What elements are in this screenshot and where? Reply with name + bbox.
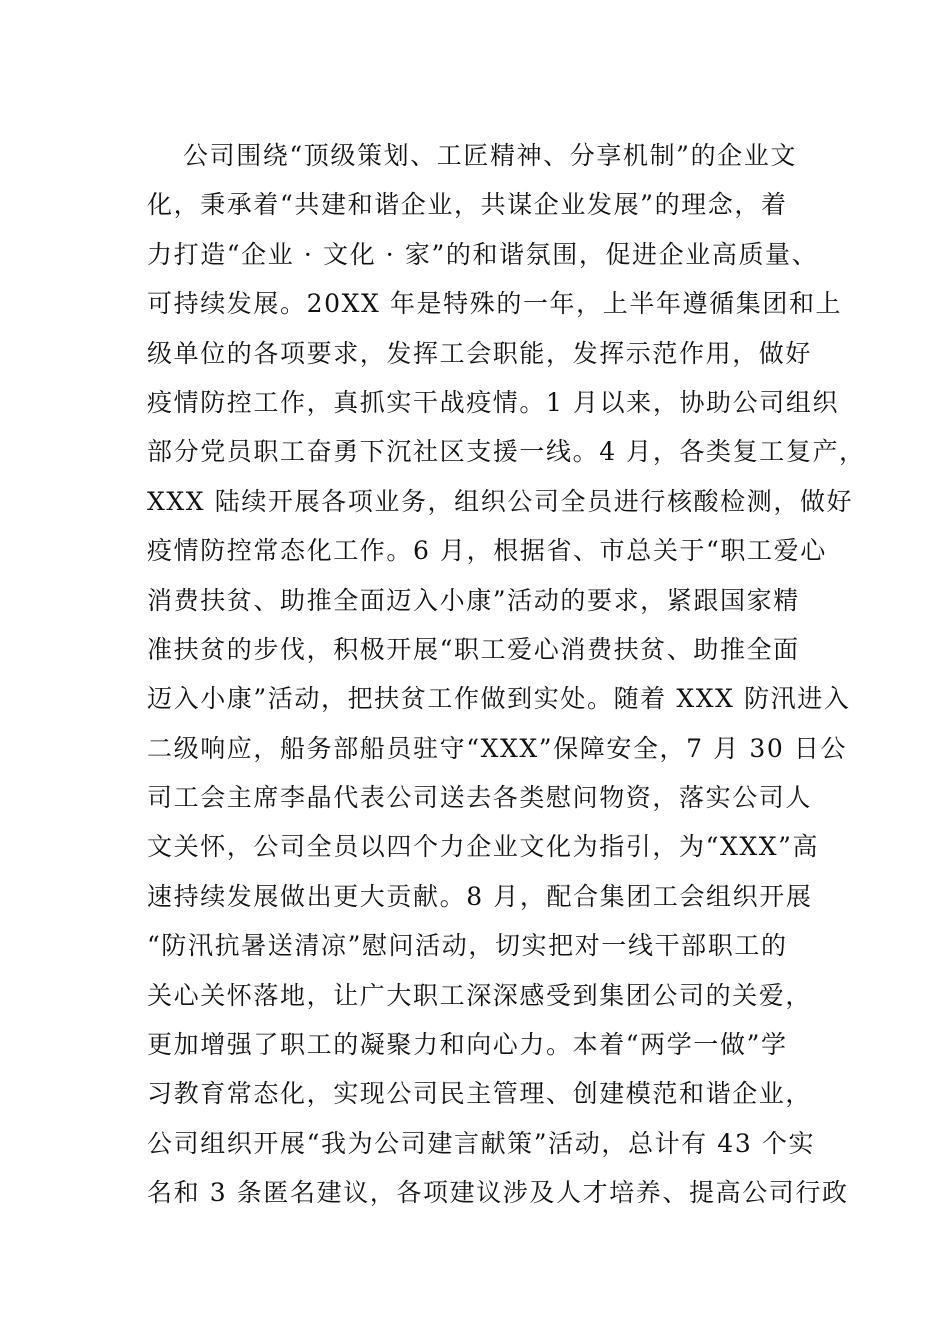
text-line: 更加增强了职工的凝聚力和向心力。本着“两学一做”学: [147, 1030, 788, 1060]
text-line: 二级响应，船务部船员驻守“XXX”保障安全，7 月 30 日公: [147, 733, 848, 763]
text-line: 力打造“企业 · 文化 · 家”的和谐氛围，促进企业高质量、: [147, 239, 819, 269]
text-line: 司工会主席李晶代表公司送去各类慰问物资，落实公司人: [147, 783, 813, 813]
text-line: 部分党员职工奋勇下沉社区支援一线。4 月，各类复工复产，: [147, 437, 866, 467]
text-line: “防汛抗暑送清凉”慰问活动，切实把对一线干部职工的: [147, 931, 788, 961]
text-line: 关心关怀落地，让广大职工深深感受到集团公司的关爱，: [147, 980, 813, 1010]
text-line: 速持续发展做出更大贡献。8 月，配合集团工会组织开展: [147, 881, 813, 911]
text-line: 疫情防控常态化工作。6 月，根据省、市总关于“职工爱心: [147, 536, 827, 566]
text-line: 疫情防控工作，真抓实干战疫情。1 月以来，协助公司组织: [147, 387, 840, 417]
text-line: 迈入小康”活动，把扶贫工作做到实处。随着 XXX 防汛进入: [147, 684, 851, 714]
text-line: 公司组织开展“我为公司建言献策”活动，总计有 43 个实: [147, 1128, 816, 1158]
text-line: 准扶贫的步伐，积极开展“职工爱心消费扶贫、助推全面: [147, 634, 800, 664]
text-line: 消费扶贫、助推全面迈入小康”活动的要求，紧跟国家精: [147, 585, 800, 615]
text-line: 级单位的各项要求，发挥工会职能，发挥示范作用，做好: [147, 338, 813, 368]
body-paragraph: [147, 131, 866, 1218]
text-line: 习教育常态化，实现公司民主管理、创建模范和谐企业，: [147, 1079, 813, 1109]
text-line: 文关怀，公司全员以四个力企业文化为指引，为“XXX”高: [147, 832, 820, 862]
text-line: 名和 3 条匿名建议，各项建议涉及人才培养、提高公司行政: [147, 1178, 849, 1208]
text-line: XXX 陆续开展各项业务，组织公司全员进行核酸检测，做好: [147, 486, 854, 516]
text-line: 公司围绕“顶级策划、工匠精神、分享机制”的企业文: [183, 141, 797, 170]
text-line: 可持续发展。20XX 年是特殊的一年，上半年遵循集团和上: [147, 289, 843, 319]
text-line: 化，秉承着“共建和谐企业，共谋企业发展”的理念，着: [147, 190, 788, 220]
